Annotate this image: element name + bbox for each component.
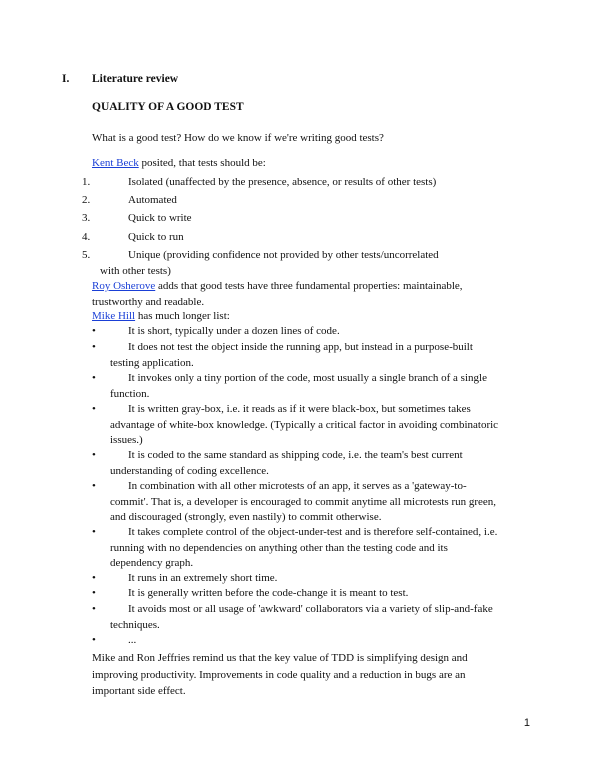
section-heading: [62, 72, 178, 88]
list-item: 1. Isolated (unaffected by the presence, absence, or results of other tests): [82, 176, 437, 188]
roy-osherove-link[interactable]: Roy Osherove: [92, 280, 156, 292]
list-item: • It takes complete control of the object-under-test and is therefore self-contained, i.e. running with no dependencies on anything other than the testing code and its dependency graph.: [92, 526, 498, 569]
bullet-icon: •: [92, 526, 96, 538]
list-item: 2. Automated: [82, 194, 177, 206]
list-item: • It avoids most or all usage of 'awkward' collaborators via a variety of slip-and-fake techniques.: [92, 603, 493, 631]
hill-paragraph: Mike Hill has much longer list:: [92, 310, 230, 322]
bullet-icon: •: [92, 449, 96, 461]
question-paragraph: What is a good test? How do we know if we're writing good tests?: [92, 132, 384, 144]
bullet-icon: •: [92, 587, 96, 599]
beck-text: posited, that tests should be:: [138, 157, 266, 169]
list-item: • It invokes only a tiny portion of the code, most usually a single branch of a single function.: [92, 372, 487, 400]
bullet-icon: •: [92, 372, 96, 384]
bullet-icon: •: [92, 403, 96, 415]
list-item: 3. Quick to write: [82, 212, 192, 224]
bullet-icon: •: [92, 634, 96, 646]
subsection-heading: QUALITY OF A GOOD TEST: [92, 101, 244, 113]
mike-hill-link[interactable]: Mike Hill: [92, 310, 136, 322]
list-item: • ...: [92, 633, 532, 649]
list-item: • It does not test the object inside the running app, but instead in a purpose-built testing application.: [92, 341, 473, 369]
bullet-icon: •: [92, 480, 96, 492]
page-number: 1: [523, 717, 530, 729]
beck-paragraph: [92, 156, 532, 172]
list-item: • It is generally written before the code-change it is meant to test.: [92, 586, 532, 602]
list-item: • It runs in an extremely short time.: [92, 571, 532, 587]
list-item: • It is written gray-box, i.e. it reads as if it were black-box, but sometimes takes advantage of white-box knowledge. (Typically a critical factor in avoiding combinatoric issues.): [92, 403, 499, 446]
list-item: • In combination with all other microtests of an app, it serves as a 'gateway-to- commit'. That is, a developer is encouraged to commit anytime all microtests run green, and discouraged (strongly, even nastily) to commit otherwise.: [92, 480, 497, 523]
list-item: • It is short, typically under a dozen lines of code.: [92, 324, 532, 340]
osherove-paragraph: Roy Osherove adds that good tests have three fundamental properties: maintainable, trustworthy and readable.: [92, 280, 463, 308]
list-item: 4. Quick to run: [82, 231, 184, 243]
kent-beck-link[interactable]: Kent Beck: [92, 157, 139, 169]
bullet-icon: •: [92, 572, 96, 584]
list-item: • It is coded to the same standard as shipping code, i.e. the team's best current understanding of coding excellence.: [92, 449, 463, 477]
bullet-icon: •: [92, 341, 96, 353]
bullet-icon: •: [92, 603, 96, 615]
section-number: I.: [62, 73, 70, 85]
closing-paragraph: Mike and Ron Jeffries remind us that the key value of TDD is simplifying design and improving productivity. Improvements in code quality and a reduction in bugs are an important side effect.: [92, 652, 468, 697]
bullet-icon: •: [92, 325, 96, 337]
section-title: Literature review: [92, 73, 179, 85]
list-item: 5. Unique (providing confidence not provided by other tests/uncorrelated with other tests): [82, 249, 439, 277]
